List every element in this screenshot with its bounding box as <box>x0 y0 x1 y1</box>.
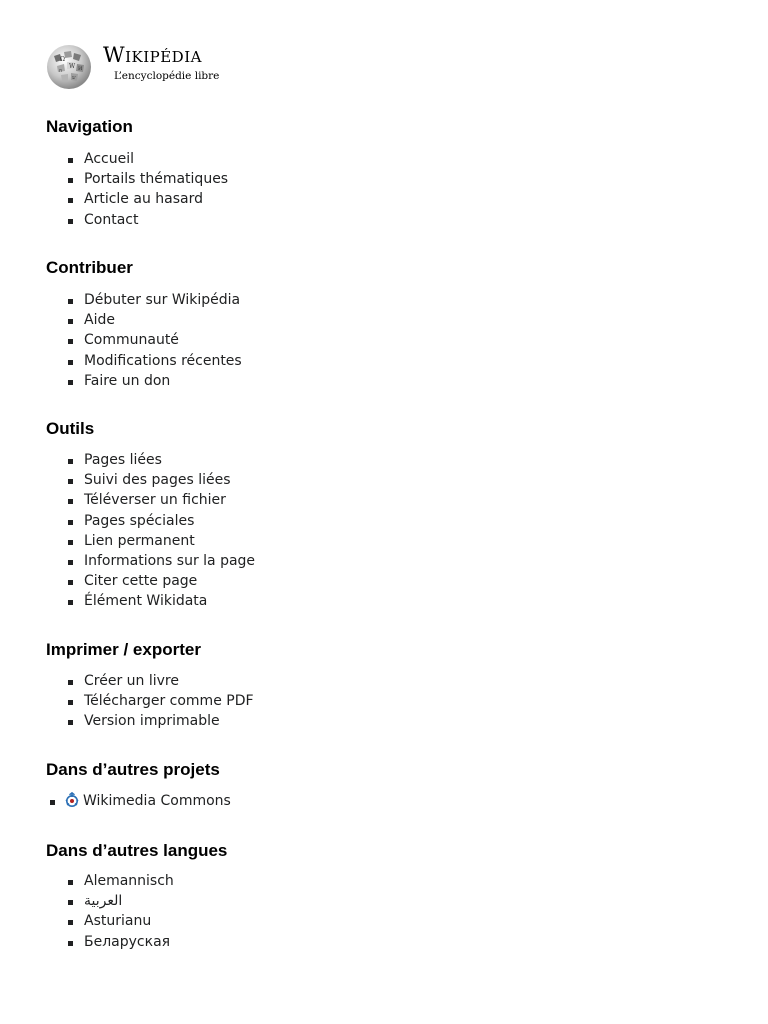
link-label: Élément Wikidata <box>84 593 208 610</box>
section-heading: Dans d’autres projets <box>46 760 220 779</box>
section-heading: Imprimer / exporter <box>46 640 201 659</box>
section-autres-projets <box>46 760 726 811</box>
bullet <box>68 339 73 344</box>
section-heading: Navigation <box>46 117 133 136</box>
bullet <box>68 540 73 545</box>
tools-item-citer[interactable] <box>46 571 726 591</box>
bullet <box>68 380 73 385</box>
print-item-imprimable[interactable] <box>46 711 726 731</box>
svg-text:W: W <box>69 63 76 70</box>
svg-text:ש: ש <box>72 75 76 81</box>
link-label: Suivi des pages liées <box>84 472 231 489</box>
language-item-asturianu[interactable] <box>46 911 726 931</box>
link-label: Télécharger comme PDF <box>84 693 254 710</box>
language-item-alemannisch[interactable] <box>46 871 726 891</box>
logo-wordmark: Wikipédia <box>103 43 202 67</box>
svg-text:Ω: Ω <box>60 56 65 63</box>
svg-text:И: И <box>78 66 83 72</box>
tools-item-informations[interactable] <box>46 551 726 571</box>
link-label: Wikimedia Commons <box>83 793 231 809</box>
bullet <box>50 800 55 805</box>
tools-item-lien-permanent[interactable] <box>46 531 726 551</box>
languages-list <box>46 871 726 952</box>
link-label: Modifications récentes <box>84 352 242 369</box>
link-label: Contact <box>84 211 139 228</box>
bullet <box>68 920 73 925</box>
link-label: Asturianu <box>84 913 152 930</box>
bullet <box>68 360 73 365</box>
bullet <box>68 900 73 905</box>
bullet <box>68 560 73 565</box>
link-label: Faire un don <box>84 372 171 389</box>
bullet <box>68 720 73 725</box>
link-label: Article au hasard <box>84 191 203 208</box>
bullet <box>68 880 73 885</box>
print-item-pdf[interactable] <box>46 691 726 711</box>
bullet <box>68 580 73 585</box>
wikipedia-globe-icon <box>45 42 95 90</box>
link-label: Créer un livre <box>84 673 179 689</box>
link-label: Aide <box>84 312 115 329</box>
bullet <box>68 680 73 685</box>
nav-list <box>46 149 726 230</box>
tools-item-suivi[interactable] <box>46 470 726 490</box>
link-label: العربية <box>84 893 123 910</box>
link-label: Informations sur la page <box>84 552 256 569</box>
tools-item-pages-speciales[interactable] <box>46 511 726 531</box>
svg-text:ก: ก <box>59 68 63 74</box>
bullet <box>68 178 73 183</box>
tools-item-wikidata[interactable] <box>46 591 726 611</box>
link-label: Accueil <box>84 151 134 167</box>
print-item-livre[interactable] <box>46 671 726 691</box>
bullet <box>68 459 73 464</box>
section-heading: Outils <box>46 419 95 438</box>
wikimedia-commons-icon <box>64 792 80 808</box>
contribute-item-aide[interactable] <box>46 310 726 330</box>
tools-item-televerser[interactable] <box>46 490 726 510</box>
bullet <box>68 158 73 163</box>
contribute-item-communaute[interactable] <box>46 330 726 350</box>
link-label: Débuter sur Wikipédia <box>84 292 241 308</box>
section-navigation <box>46 117 726 230</box>
nav-item-contact[interactable] <box>46 210 726 230</box>
link-label: Communauté <box>84 332 179 349</box>
bullet <box>68 499 73 504</box>
logo-tagline: L’encyclopédie libre <box>114 70 220 82</box>
print-list <box>46 671 726 732</box>
link-label: Alemannisch <box>84 873 174 889</box>
contribute-item-debuter[interactable] <box>46 290 726 310</box>
section-imprimer <box>46 640 726 732</box>
section-autres-langues <box>46 841 726 952</box>
tools-item-pages-liees[interactable] <box>46 450 726 470</box>
nav-item-accueil[interactable] <box>46 149 726 169</box>
link-label: Pages liées <box>84 452 162 468</box>
bullet <box>68 700 73 705</box>
contribute-list <box>46 290 726 391</box>
link-label: Version imprimable <box>84 713 220 730</box>
link-label: Pages spéciales <box>84 512 195 529</box>
bullet <box>68 299 73 304</box>
tools-list <box>46 450 726 612</box>
bullet <box>68 219 73 224</box>
nav-item-portails[interactable] <box>46 169 726 189</box>
bullet <box>68 941 73 946</box>
contribute-item-don[interactable] <box>46 371 726 391</box>
language-item-arabic[interactable] <box>46 891 726 911</box>
nav-item-hasard[interactable] <box>46 189 726 209</box>
link-label: Lien permanent <box>84 532 195 549</box>
bullet <box>68 319 73 324</box>
contribute-item-modifications[interactable] <box>46 351 726 371</box>
link-label: Téléverser un fichier <box>84 492 226 509</box>
projects-item-commons[interactable] <box>46 791 726 811</box>
language-item-belarusian[interactable] <box>46 932 726 952</box>
section-heading: Contribuer <box>46 258 133 277</box>
bullet <box>68 600 73 605</box>
link-label: Portails thématiques <box>84 171 229 188</box>
link-label: Citer cette page <box>84 573 198 590</box>
bullet <box>68 520 73 525</box>
section-contribuer <box>46 258 726 391</box>
bullet <box>68 479 73 484</box>
section-heading: Dans d’autres langues <box>46 841 228 860</box>
wikipedia-logo[interactable] <box>45 42 245 90</box>
bullet <box>68 198 73 203</box>
link-label: Беларуская <box>84 933 171 950</box>
projects-list <box>46 791 726 811</box>
section-outils <box>46 419 726 612</box>
